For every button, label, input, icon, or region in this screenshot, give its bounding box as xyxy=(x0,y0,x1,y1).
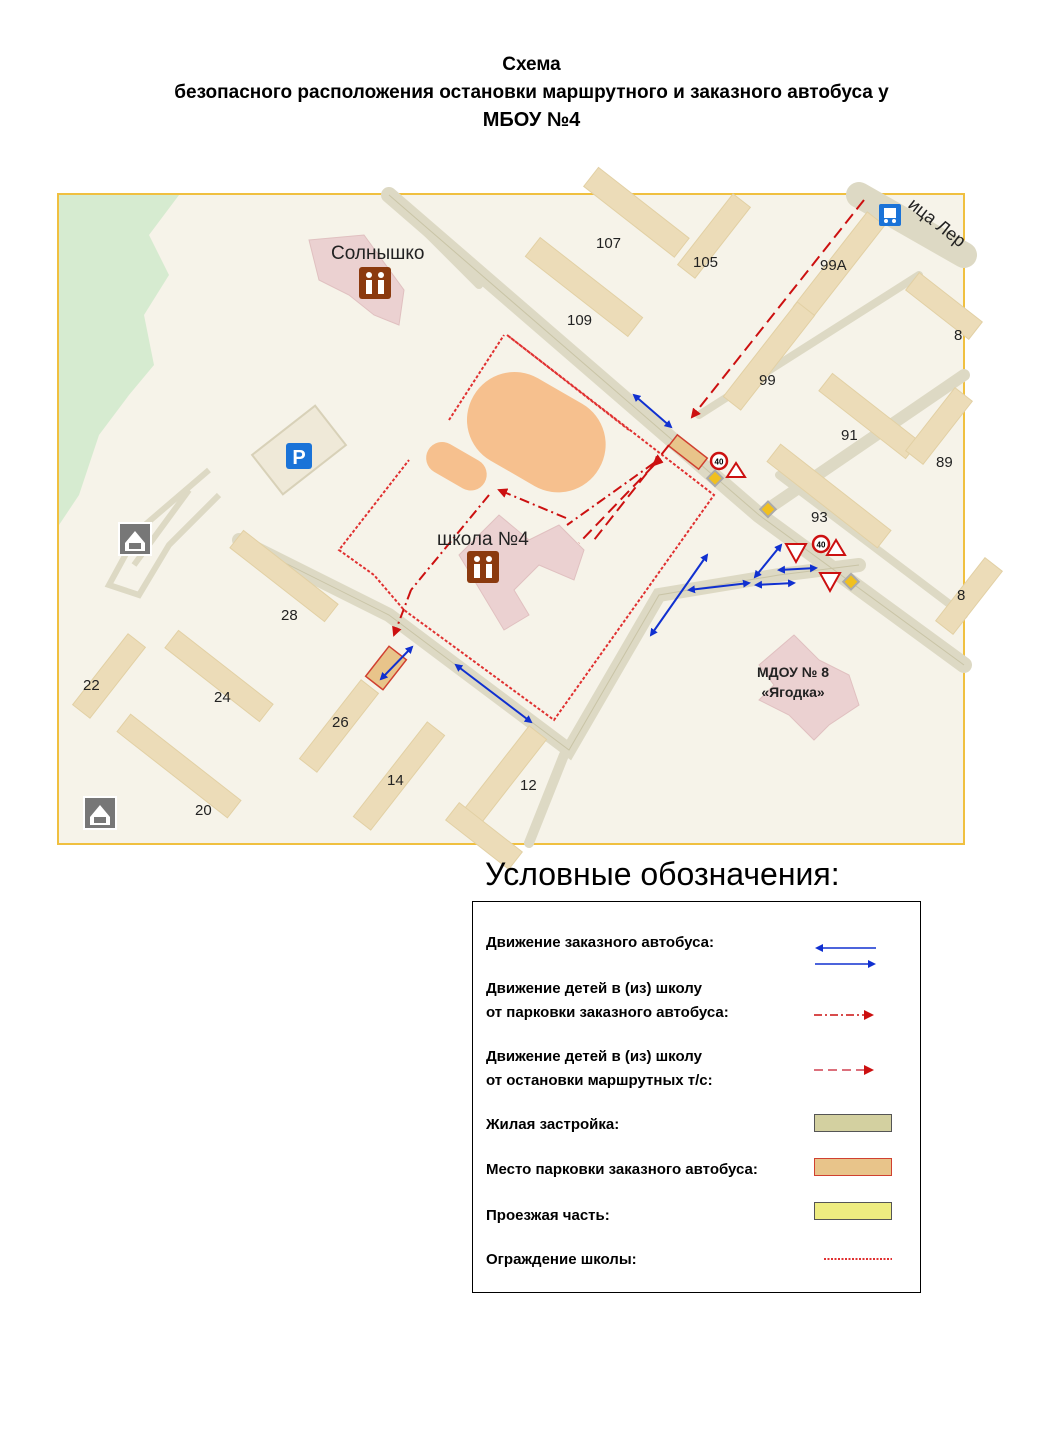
road-south xyxy=(529,755,564,843)
legend-label-children-bus: Движение детей в (из) школу от парковки заказного автобуса: xyxy=(486,980,729,1021)
svg-text:P: P xyxy=(292,447,306,469)
map-canvas xyxy=(59,193,970,843)
legend-roadway-swatch xyxy=(814,1202,892,1220)
speed-limit-value-2: 40 xyxy=(816,540,826,550)
garage-icon-2 xyxy=(84,797,116,829)
house-91: 91 xyxy=(841,427,858,444)
legend-label-children-stop: Движение детей в (из) школу от остановки маршрутных т/с: xyxy=(486,1048,713,1089)
label-mdou-2: «Ягодка» xyxy=(761,684,825,700)
house-93: 93 xyxy=(811,509,828,526)
house-26: 26 xyxy=(332,714,349,731)
legend-label-roadway: Проезжая часть: xyxy=(486,1207,610,1224)
legend-parking-swatch xyxy=(814,1158,892,1176)
label-school: школа №4 xyxy=(437,529,529,550)
house-107: 107 xyxy=(596,235,622,252)
bus-parking-south xyxy=(366,646,407,689)
page-subtitle-school: МБОУ №4 xyxy=(482,109,581,131)
house-99a: 99А xyxy=(820,257,847,274)
legend-children-bus-line xyxy=(806,1007,886,1023)
children-icon xyxy=(359,267,391,299)
bus-stop-icon xyxy=(879,204,901,226)
label-mdou-1: МДОУ № 8 xyxy=(756,664,830,680)
house-8: 8 xyxy=(954,327,963,344)
park-area xyxy=(59,195,179,525)
label-solnyshko: Солнышко xyxy=(331,243,425,264)
house-8b: 8 xyxy=(957,587,966,604)
house-24: 24 xyxy=(214,689,231,706)
legend-bus-arrows xyxy=(806,940,886,972)
house-12: 12 xyxy=(520,777,537,794)
legend xyxy=(472,901,921,1293)
page-title: Схема xyxy=(502,54,561,75)
legend-label-fence: Ограждение школы: xyxy=(486,1251,637,1268)
legend-label-residential: Жилая застройка: xyxy=(486,1116,620,1133)
legend-fence-line xyxy=(806,1251,886,1267)
house-89: 89 xyxy=(936,454,953,471)
page-subtitle: безопасного расположения остановки маршрутного и заказного автобуса у xyxy=(174,82,889,103)
speed-limit-value-1: 40 xyxy=(714,457,724,467)
map[interactable] xyxy=(57,193,970,845)
house-14: 14 xyxy=(387,772,404,789)
house-99: 99 xyxy=(759,372,776,389)
children-icon-2 xyxy=(467,551,499,583)
legend-label-parking: Место парковки заказного автобуса: xyxy=(486,1161,758,1178)
house-28: 28 xyxy=(281,607,298,624)
house-105: 105 xyxy=(693,254,719,271)
garage-icon xyxy=(119,523,151,555)
house-20: 20 xyxy=(195,802,212,819)
legend-children-stop-line xyxy=(806,1062,886,1078)
yield-sign-icon-2 xyxy=(820,573,840,591)
label-street: ица Лер xyxy=(904,193,970,252)
house-22: 22 xyxy=(83,677,100,694)
house-109: 109 xyxy=(567,312,593,329)
parking-icon xyxy=(286,443,312,469)
road-north-1 xyxy=(389,195,479,285)
legend-label-bus: Движение заказного автобуса: xyxy=(486,934,714,951)
legend-residential-swatch xyxy=(814,1114,892,1132)
legend-title: Условные обозначения: xyxy=(485,856,840,892)
warning-sign-icon xyxy=(727,463,745,477)
